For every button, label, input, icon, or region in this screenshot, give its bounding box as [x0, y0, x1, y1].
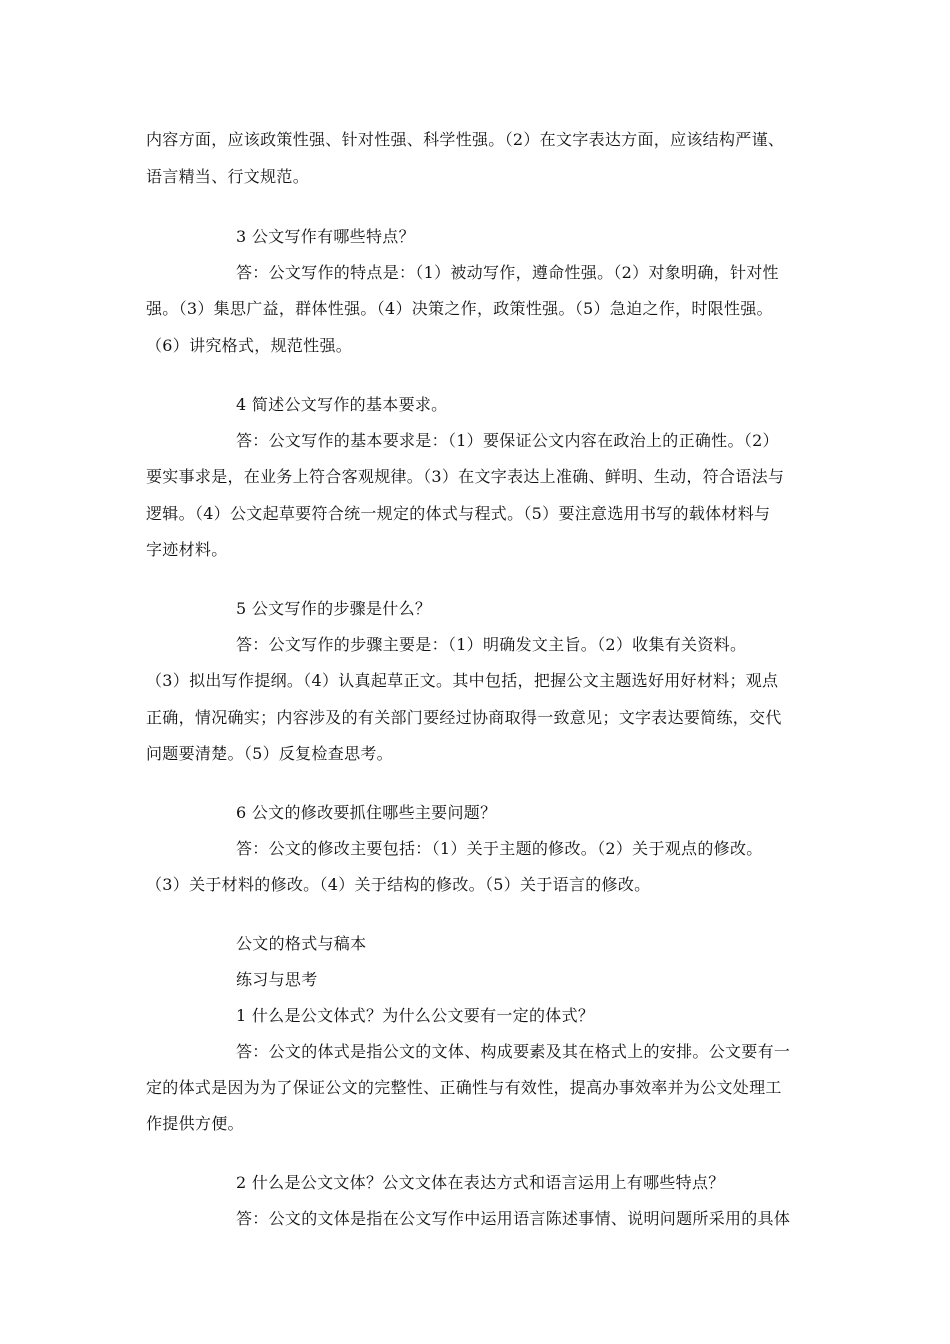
body-text-line: 正确，情况确实；内容涉及的有关部门要经过协商取得一致意见；文字表达要简练，交代	[146, 708, 782, 727]
answer-text-line: 答：公文写作的基本要求是：（1）要保证公文内容在政治上的正确性。（2）	[236, 431, 779, 450]
body-text-line: （6）讲究格式，规范性强。	[146, 336, 353, 355]
body-text-line: 作提供方便。	[146, 1114, 244, 1133]
section-title: 公文的格式与稿本	[236, 934, 367, 953]
question-heading: 1 什么是公文体式？为什么公文要有一定的体式？	[236, 1006, 595, 1025]
question-heading: 3 公文写作有哪些特点？	[236, 227, 415, 246]
question-heading: 4 简述公文写作的基本要求。	[236, 395, 448, 414]
answer-text-line: 答：公文写作的特点是：（1）被动写作，遵命性强。（2）对象明确，针对性	[236, 263, 779, 282]
section-subtitle: 练习与思考	[236, 970, 318, 989]
body-text-line: 内容方面，应该政策性强、针对性强、科学性强。（2）在文字表达方面，应该结构严谨、	[146, 130, 785, 149]
answer-text-line: 答：公文的修改主要包括：（1）关于主题的修改。（2）关于观点的修改。	[236, 839, 763, 858]
body-text-line: 要实事求是，在业务上符合客观规律。（3）在文字表达上准确、鲜明、生动，符合语法与	[146, 467, 785, 486]
body-text-line: 逻辑。（4）公文起草要符合统一规定的体式与程式。（5）要注意选用书写的载体材料与	[146, 504, 771, 523]
body-text-line: 定的体式是因为为了保证公文的完整性、正确性与有效性，提高办事效率并为公文处理工	[146, 1078, 782, 1097]
body-text-line: 强。（3）集思广益，群体性强。（4）决策之作，政策性强。（5）急迫之作，时限性强。	[146, 299, 773, 318]
answer-text-line: 答：公文写作的步骤主要是：（1）明确发文主旨。（2）收集有关资料。	[236, 635, 747, 654]
body-text-line: （3）拟出写作提纲。（4）认真起草正文。其中包括，把握公文主题选好用好材料；观点	[146, 671, 779, 690]
answer-text-line: 答：公文的体式是指公文的文体、构成要素及其在格式上的安排。公文要有一	[236, 1042, 791, 1061]
body-text-line: （3）关于材料的修改。（4）关于结构的修改。（5）关于语言的修改。	[146, 875, 651, 894]
body-text-line: 问题要清楚。（5）反复检查思考。	[146, 744, 393, 763]
body-text-line: 语言精当、行文规范。	[146, 167, 310, 186]
question-heading: 2 什么是公文文体？公文文体在表达方式和语言运用上有哪些特点？	[236, 1173, 725, 1192]
question-heading: 5 公文写作的步骤是什么？	[236, 599, 432, 618]
answer-text-line: 答：公文的文体是指在公文写作中运用语言陈述事情、说明问题所采用的具体	[236, 1209, 791, 1228]
body-text-line: 字迹材料。	[146, 540, 228, 559]
question-heading: 6 公文的修改要抓住哪些主要问题？	[236, 803, 497, 822]
